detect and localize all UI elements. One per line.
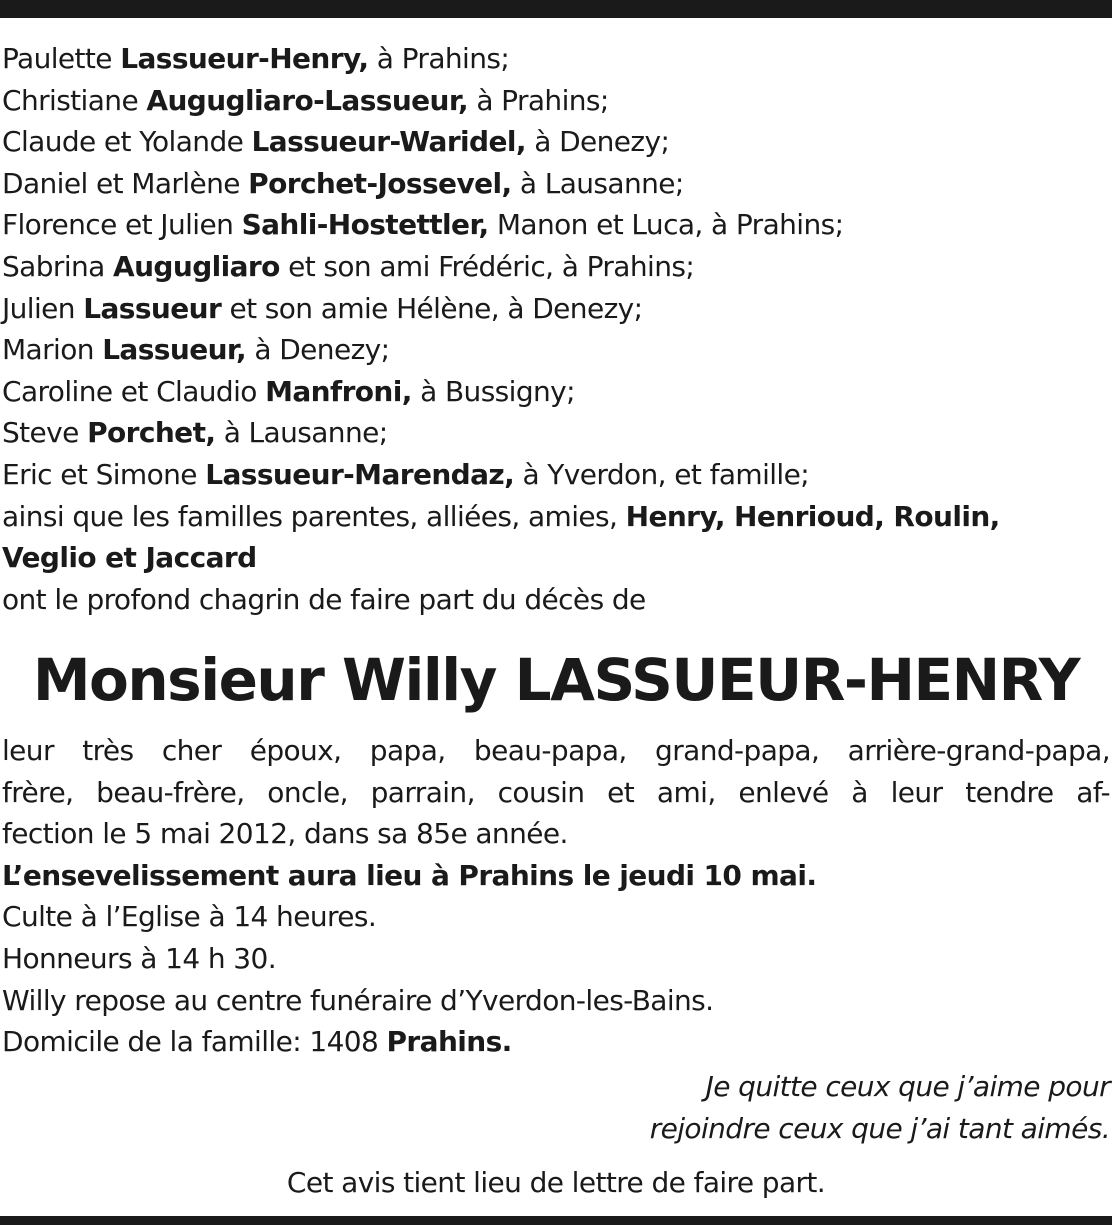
family-line-surname: Augugliaro-Lassueur, (146, 83, 469, 117)
domicile-text: Domicile de la famille: 1408 (2, 1025, 387, 1059)
family-line (2, 121, 1110, 163)
tribute-line: leur très cher époux, papa, beau-papa, grand-papa, arrière-grand-papa, (2, 734, 1110, 767)
tribute-line: frère, beau-frère, oncle, parrain, cousin et ami, enlevé à leur tendre af- (2, 775, 1110, 809)
family-line (2, 412, 1110, 454)
family-line-surname: Veglio et Jaccard (2, 541, 257, 575)
family-line (2, 288, 1110, 330)
family-line-surname: Lassueur-Henry, (120, 42, 369, 75)
family-line-place: à Lausanne; (511, 166, 684, 200)
family-line-place: à Prahins; (368, 42, 510, 75)
family-domicile (2, 1021, 1110, 1063)
family-line (2, 329, 1110, 371)
family-line-place: à Prahins; (468, 83, 609, 117)
family-line-place: à Lausanne; (215, 416, 388, 450)
family-line-place: à Yverdon, et famille; (514, 457, 810, 491)
family-line (2, 163, 1110, 205)
farewell-quote (650, 1066, 1110, 1149)
family-list (2, 38, 1110, 620)
footer-note: Cet avis tient lieu de lettre de faire part. (286, 1166, 826, 1199)
family-line-text: Eric et Simone (2, 457, 206, 491)
quote-line: rejoindre ceux que j’ai tant aimés. (649, 1111, 1110, 1145)
announcement-intro: ont le profond chagrin de faire part du décès de (2, 582, 646, 616)
family-line-text: Julien (2, 291, 84, 325)
family-line-text: Claude et Yolande (2, 125, 252, 159)
family-line-surname: Manfroni, (265, 374, 412, 408)
family-line-text: Marion (2, 333, 103, 367)
family-line (2, 246, 1110, 288)
family-line-place: à Denezy; (525, 125, 670, 159)
family-line-text: Daniel et Marlène (2, 166, 249, 200)
family-line (2, 496, 1110, 538)
tribute-line: fection le 5 mai 2012, dans sa 85e année. (2, 817, 568, 851)
resting-place: Willy repose au centre funéraire d’Yverdon-les-Bains. (2, 983, 714, 1017)
honours-time: Honneurs à 14 h 30. (2, 941, 277, 975)
burial-notice: L’ensevelissement aura lieu à Prahins le jeudi 10 mai. (2, 858, 817, 892)
deceased-name: Monsieur Willy LASSUEUR-HENRY (32, 646, 1080, 714)
family-line (2, 579, 1110, 621)
family-line-surname: Lassueur, (102, 333, 247, 367)
family-line (2, 537, 1110, 579)
family-line (2, 204, 1110, 246)
family-line-surname: Porchet-Jossevel, (248, 166, 512, 200)
family-line-place: Manon et Luca, à Prahins; (488, 208, 844, 242)
family-line-text: Christiane (2, 83, 147, 117)
family-line-text: ainsi que les familles parentes, alliées, amies, (2, 499, 626, 533)
family-line-place: à Bussigny; (411, 374, 575, 408)
announcement-details (2, 730, 1110, 1063)
family-line-text: Steve (2, 416, 88, 450)
family-line-surname: Lassueur-Waridel, (251, 125, 526, 159)
family-line-surname: Augugliaro (113, 249, 280, 283)
family-line-surname: Lassueur-Marendaz, (205, 457, 515, 491)
family-line-place: à Denezy; (246, 333, 390, 367)
quote-line: Je quitte ceux que j’aime pour (705, 1070, 1110, 1103)
family-line-text: Sabrina (2, 249, 114, 283)
family-line-text: Caroline et Claudio (2, 374, 266, 408)
family-line-surname: Lassueur (83, 291, 222, 325)
top-rule (0, 0, 1112, 18)
family-line-place: et son amie Hélène, à Denezy; (221, 291, 643, 325)
family-line-text: Florence et Julien (2, 208, 242, 242)
service-time: Culte à l’Eglise à 14 heures. (2, 900, 377, 934)
family-line-surname: Porchet, (87, 416, 216, 450)
domicile-place: Prahins. (386, 1025, 512, 1059)
family-line (2, 38, 1110, 80)
family-line-surname: Sahli-Hostettler, (241, 208, 489, 242)
bottom-rule (0, 1216, 1112, 1225)
family-line (2, 80, 1110, 122)
family-line-text: Paulette (2, 42, 121, 75)
family-line (2, 371, 1110, 413)
family-line-surname: Henry, Henrioud, Roulin, (625, 499, 1000, 533)
family-line-place: et son ami Frédéric, à Prahins; (279, 249, 695, 283)
tribute-paragraph (2, 730, 1110, 855)
family-line (2, 454, 1110, 496)
